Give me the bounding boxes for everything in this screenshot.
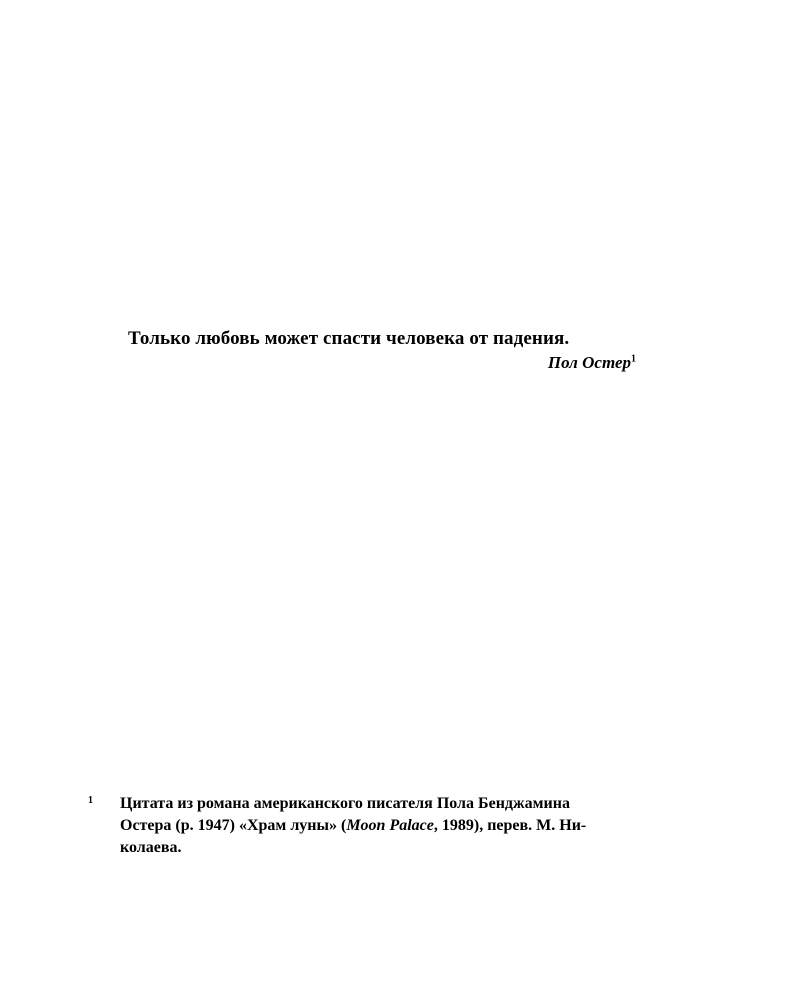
epigraph-quote: Только любовь может спасти человека от падения. [128,328,570,349]
footnote-line-3: колаева. [120,839,182,856]
footnote-book-title: Moon Palace [346,817,434,834]
epigraph-author [128,352,648,374]
epigraph-author-name: Пол Остер [547,353,631,372]
footnote-line-2 [120,815,680,837]
footnote-text [120,793,680,859]
epigraph [128,326,648,374]
footnote [88,793,688,859]
footnote-line-2-end: , 1989), перев. М. Ни- [433,817,587,834]
footnote-line-1: Цитата из романа американского писателя Пола Бенджамина [120,795,570,812]
footnote-marker: 1 [88,795,93,806]
footnote-reference: 1 [631,353,636,365]
footnote-line-2-start: Остера (р. 1947) «Храм луны» ( [120,817,347,834]
